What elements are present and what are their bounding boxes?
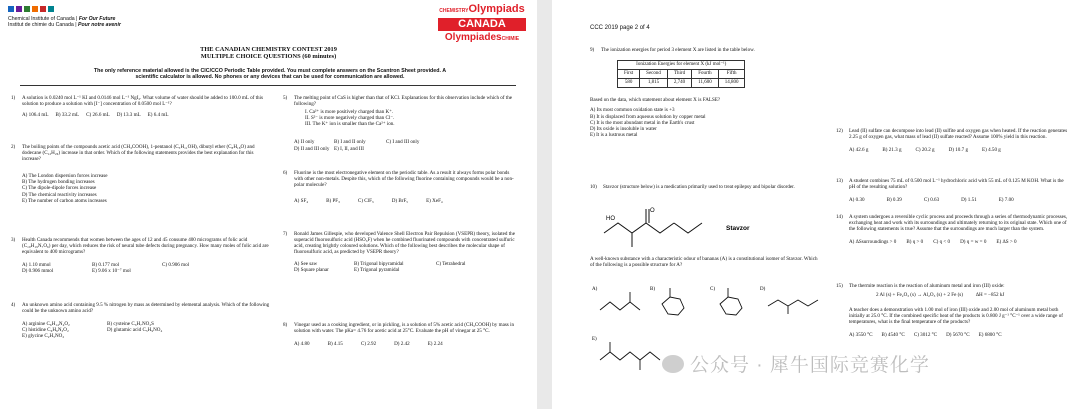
- question-14: 14) A system undergoes a reversible cyclic process and proceeds through a series of thermodynamic processes, exchanging heat and work with its surroundings and ultimately returning to its original state. Which one of the following statements is true? Assume that the surroundings are much larger than the system. A) ΔSsurroundings > 0 B) q > 0 C) q < 0 D) q = w = 0 E) ΔS > 0: [836, 214, 1068, 246]
- table-header: First: [618, 70, 640, 79]
- table-title: Ionization Energies for element X (kJ mol⁻¹): [618, 61, 745, 70]
- option: A) SF₄: [294, 198, 309, 205]
- ionization-table: [617, 60, 745, 88]
- svg-text:E): E): [592, 337, 597, 342]
- option: C) 0.63: [923, 197, 940, 204]
- question-3: 3) Health Canada recommends that women between the ages of 12 and 45 consume 400 micrograms of folic acid (C₁₉H₁₉N₇O₆) per day, which reduces the risk of neural tube defects during pregnancy. How many moles of folic acid are equivalent to 400 micrograms? A) 1.10 mmol B) 0.177 mol C) 0.906 mol D) 0.906 mmol E) 9.06 x 10⁻⁷ mol: [11, 237, 269, 275]
- option: B) I and II only: [334, 139, 366, 146]
- logo-square-icon: [32, 6, 38, 12]
- table-cell: 11,600: [692, 79, 719, 88]
- table-cell: 1,815: [640, 79, 668, 88]
- svg-text:B): B): [650, 287, 655, 292]
- wechat-icon: [662, 355, 684, 373]
- option: A) Its most common oxidation state is +3: [590, 107, 675, 114]
- divider: [20, 85, 516, 86]
- option: A) See saw: [294, 261, 318, 268]
- option: D) II and III only: [294, 145, 330, 152]
- exam-page-1: [0, 0, 537, 409]
- statement: II. S²⁻ is more negatively charged than Cl⁻.: [305, 115, 395, 122]
- option: C) q < 0: [933, 239, 951, 246]
- option: C) 3012 °C: [913, 332, 938, 339]
- question-10: 10) Stavzor (structure below) is a medication primarily used to treat epilepsy and bipolar disorder.: [590, 184, 795, 190]
- table-header: Fifth: [718, 70, 745, 79]
- option: A) 0.30: [849, 197, 865, 204]
- option: E) XeF₄: [426, 198, 443, 205]
- option: A) 106.4 mL: [22, 112, 49, 119]
- option: B) cysteine C₃H₇NO₂S: [107, 321, 154, 328]
- statement: III. The K⁺ ion is smaller than the Ca²⁺ ion.: [305, 121, 395, 128]
- option: C) histidine C₆H₉N₃O₂: [22, 327, 69, 334]
- option: E) 2.24: [427, 341, 443, 348]
- option: B) q > 0: [906, 239, 924, 246]
- option: E) The number of carbon atoms increases: [22, 197, 107, 204]
- cic-logo-marks: [8, 6, 54, 12]
- option: A) 4.80: [294, 341, 310, 348]
- stavzor-structure: [594, 203, 774, 253]
- org-name-fr: Institut de chimie du Canada | Pour notre avenir: [8, 22, 121, 28]
- option: D) Square planar: [294, 267, 329, 274]
- svg-text:A): A): [592, 287, 598, 292]
- svg-text:C): C): [710, 287, 715, 292]
- option: D) 1.51: [961, 197, 977, 204]
- option: B) PF₃: [326, 198, 340, 205]
- option: B) Trigonal bipyramidal: [354, 261, 404, 268]
- option: A) ΔSsurroundings > 0: [849, 239, 897, 246]
- question-7: 7) Ronald James Gillespie, who developed Valence Shell Electron Pair Repulsion (VSEPR) theory, isolated the superacid fluorosulfuric acid (HSO₃F) when he combined fluorinated compounds with concentrated sulfuric acid, creating brightly coloured solutions. Which of the following best describes the molecular shape of fluorosulfuric acid, as predicted by VSEPR theory? A) See saw B) Trigonal bipyramidal C) Tetrahedral D) Square planar E) Trigonal pyramidal: [283, 231, 515, 274]
- option: A) 3550 °C: [849, 332, 873, 339]
- option: D) 0.906 mmol: [22, 268, 54, 275]
- option: D) 2.42: [394, 341, 410, 348]
- exam-page-2: [552, 0, 1080, 409]
- option: A) The London dispersion forces increase: [22, 173, 108, 180]
- option: C) Tetrahedral: [436, 261, 466, 268]
- option: D) BrF₅: [391, 198, 409, 205]
- exam-title: THE CANADIAN CHEMISTRY CONTEST 2019 MULTIPLE CHOICE QUESTIONS (60 minutes): [200, 46, 337, 60]
- logo-square-icon: [48, 6, 54, 12]
- option: E) 7.00: [998, 197, 1014, 204]
- canada-banner: CANADA: [438, 18, 526, 31]
- exam-instructions: The only reference material allowed is the CIC/CCO Periodic Table provided. You must complete answers on the Scantron Sheet provided. A scientific calculator is allowed. No phones or any devices that can be used for communication are allowed.: [93, 68, 447, 81]
- option: B) 4540 °C: [881, 332, 905, 339]
- option: B) 33.2 mL: [55, 112, 80, 119]
- question-9: 9) The ionization energies for period 3 element X are listed in the table below. Ionization Energies for element X (kJ mol⁻¹) First Second Third Fourth Fifth 580 1,815 2,740 11,600 14,800 Based on the data, which statement about element X is FALSE? A) Its most common oxidation state is +3 B) It is displaced from aqueous solution by copper metal C) It is the most abundant metal in the Earth's crust D) Its oxide is insoluble in water E) It is a lustrous metal: [590, 47, 810, 138]
- option: B) 0.39: [886, 197, 902, 204]
- question-12: 12) Lead (II) sulfate can decompose into lead (II) sulfite and oxygen gas when heated. If the reaction generates 2.25 g of oxygen gas, what mass of lead (II) sulfate reacted? Assume 100% yield in this reaction. A) 42.6 g B) 21.3 g C) 20.2 g D) 10.7 g E) 4.50 g: [836, 128, 1068, 154]
- svg-text:HO: HO: [606, 216, 615, 222]
- option: D) 13.3 mL: [116, 112, 141, 119]
- option: D) glutamic acid C₅H₉NO₄: [107, 327, 163, 334]
- logo-square-icon: [8, 6, 14, 12]
- option: D) The chemical reactivity increases: [22, 191, 97, 198]
- option: C) 20.2 g: [915, 147, 935, 154]
- option: D) 10.7 g: [948, 147, 968, 154]
- logo-square-icon: [40, 6, 46, 12]
- option: E) ΔS > 0: [996, 239, 1017, 246]
- option: A) 1.10 mmol: [22, 262, 51, 269]
- option: D) 5670 °C: [946, 332, 970, 339]
- page-header: CCC 2019 page 2 of 4: [590, 25, 650, 31]
- table-header: Second: [640, 70, 668, 79]
- option: C) The dipole-dipole forces increase: [22, 185, 97, 192]
- stavzor-label: Stavzor: [726, 225, 750, 232]
- option: C) It is the most abundant metal in the Earth's crust: [590, 119, 695, 126]
- option: B) 21.3 g: [882, 147, 902, 154]
- option: E) 6800 °C: [978, 332, 1002, 339]
- svg-text:D): D): [760, 287, 766, 292]
- option: B) 0.177 mol: [92, 262, 120, 269]
- svg-text:O: O: [650, 208, 655, 214]
- question-13: 13) A student combines 75 mL of 0.500 mol L⁻¹ hydrochloric acid with 55 mL of 0.125 M KOH. What is the pH of the resulting solution? A) 0.30 B) 0.39 C) 0.63 D) 1.51 E) 7.00: [836, 178, 1064, 204]
- question-4: 4) An unknown amino acid containing 9.5 % nitrogen by mass as determined by elemental analysis. Which of the following could be the unknown amino acid? A) arginine C₆H₁₄N₄O₂ B) cysteine C₃H₇NO₂S C) histidine C₆H₉N₃O₂ D) glutamic acid C₅H₉NO₄ E) glycine C₂H₅NO₂: [11, 302, 270, 340]
- thermite-equation: 2 Al (s) + Fe₂O₃ (s) → Al₂O₃ (s) + 2 Fe (s) ΔH = −852 kJ: [876, 292, 1005, 299]
- question-15: 15) The thermite reaction is the reaction of aluminum metal and iron (III) oxide: 2 Al (s) + Fe₂O₃ (s) → Al₂O₃ (s) + 2 Fe (s) ΔH = −852 kJ A teacher does a demonstration with 1.00 mol of iron (III) oxide and 2.00 mol of aluminum metal both initially at 25.0 °C. If the combined specific heat of the products is 0.800 J g⁻¹ °C⁻¹ over a wide range of temperatures, what is the final temperature of the products? A) 3550 °C B) 4540 °C C) 3012 °C D) 5670 °C E) 6800 °C: [836, 283, 1068, 339]
- option: E) 4.50 g: [982, 147, 1001, 154]
- option: C) ClF₃: [357, 198, 374, 205]
- question-10-part-2: A well-known substance with a characteristic odour of bananas (A) is a constitutional isomer of Stavzor. Which of the following is a possible structure for A?: [590, 256, 818, 269]
- org-name-en: Chemical Institute of Canada | For Our Future: [8, 16, 116, 22]
- option: C) 0.906 mol: [162, 262, 190, 269]
- table-cell: 2,740: [667, 79, 691, 88]
- option: E) 6.4 mL: [147, 112, 169, 119]
- option: A) arginine C₆H₁₄N₄O₂: [22, 321, 70, 328]
- option: E) Trigonal pyramidal: [354, 267, 400, 274]
- option: E) I, II, and III: [334, 145, 364, 152]
- olympiad-logo: CHEMISTRYOlympiads CANADA OlympiadesCHIMIE: [439, 3, 525, 43]
- option: C) I and III only: [386, 139, 420, 146]
- option: B) It is displaced from aqueous solution by copper metal: [590, 113, 706, 120]
- table-header: Fourth: [692, 70, 719, 79]
- option: D) q = w = 0: [960, 239, 987, 246]
- option: B) 4.15: [327, 341, 343, 348]
- statement: I. Ca²⁺ is more positively charged than K⁺.: [305, 109, 394, 116]
- question-6: 6) Fluorine is the most electronegative element on the periodic table. As a result it always forms polar bonds with other non-metals. Despite this, which of the following fluorine containing compounds would be a non-polar molecule? A) SF₄ B) PF₃ C) ClF₃ D) BrF₅ E) XeF₄: [283, 170, 514, 205]
- option: E) glycine C₂H₅NO₂: [22, 333, 65, 340]
- option: C) 2.92: [360, 341, 377, 348]
- question-2: 2) The boiling points of the compounds acetic acid (CH₃COOH), 1-pentanol (C₅H₁₁OH), dibutyl ether (C₈H₁₈O) and dodecane (C₁₂H₂₆) increase in that order. Which of the following statements provides the best explanation for this increase? A) The London dispersion forces increase B) The hydrogen bonding increases C) The dipole-dipole forces increase D) The chemical reactivity increases E) The number of carbon atoms increases: [11, 144, 273, 204]
- option: E) It is a lustrous metal: [590, 131, 638, 138]
- option: E) 9.06 x 10⁻⁷ mol: [92, 268, 131, 275]
- wechat-watermark: 公众号 · 犀牛国际竞赛化学: [662, 350, 930, 377]
- question-5: 5) The melting point of CaS is higher than that of KCl. Explanations for this observation include which of the following? I. Ca²⁺ is more positively charged than K⁺. II. S²⁻ is more negatively charged than Cl⁻. III. The K⁺ ion is smaller than the Ca²⁺ ion. A) II only B) I and II only C) I and III only D) II and III only E) I, II, and III: [283, 95, 519, 152]
- option: D) Its oxide is insoluble in water: [590, 125, 657, 132]
- logo-square-icon: [24, 6, 30, 12]
- option: A) 42.6 g: [849, 147, 869, 154]
- option: A) II only: [294, 139, 315, 146]
- table-cell: 580: [618, 79, 640, 88]
- logo-square-icon: [16, 6, 22, 12]
- question-1: 1) A solution is 0.0240 mol L⁻¹ KI and 0.0146 mol L⁻¹ NgI₂. What volume of water should be added to 100.0 mL of this solution to produce a solution with [I⁻] concentration of 0.0500 mol L⁻¹? A) 106.4 mL B) 33.2 mL C) 26.6 mL D) 13.3 mL E) 6.4 mL: [11, 95, 263, 119]
- option: B) The hydrogen bonding increases: [22, 179, 95, 186]
- table-cell: 14,800: [718, 79, 745, 88]
- option: C) 26.6 mL: [86, 112, 110, 119]
- table-header: Third: [667, 70, 691, 79]
- question-8: 8) Vinegar used as a cooking ingredient, or in pickling, is a solution of 5% acetic acid (CH₃COOH) by mass in solution with water. The pKa= 4.76 for acetic acid at 25°C. Evaluate the pH of vinegar at 25 °C. A) 4.80 B) 4.15 C) 2.92 D) 2.42 E) 2.24: [283, 322, 515, 348]
